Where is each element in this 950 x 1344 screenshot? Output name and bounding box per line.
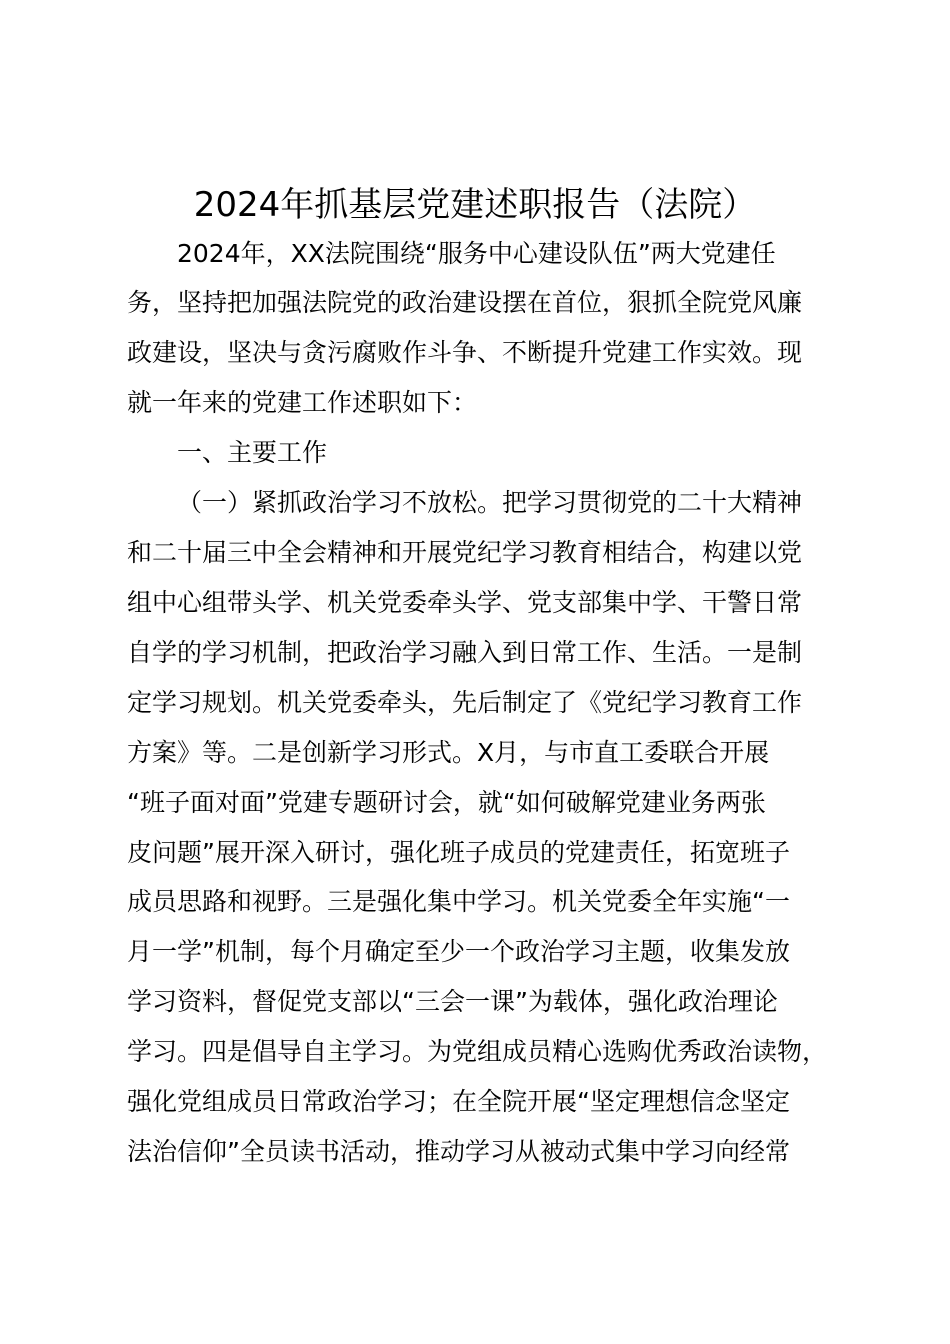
- paragraph-line: 学习资料，督促党支部以“三会一课”为载体，强化政治理论: [127, 987, 778, 1016]
- paragraph-line: 就一年来的党建工作述职如下：: [127, 388, 478, 417]
- paragraph-line: 法治信仰”全员读书活动，推动学习从被动式集中学习向经常: [127, 1137, 790, 1166]
- paragraph-line: 自学的学习机制，把政治学习融入到日常工作、生活。一是制: [127, 638, 803, 667]
- paragraph-line: 组中心组带头学、机关党委牵头学、党支部集中学、干警日常: [127, 588, 803, 617]
- paragraph-line: 学习。四是倡导自主学习。为党组成员精心选购优秀政治读物，: [127, 1037, 828, 1066]
- paragraph-line: 强化党组成员日常政治学习；在全院开展“坚定理想信念坚定: [127, 1087, 790, 1116]
- paragraph-line: 和二十届三中全会精神和开展党纪学习教育相结合，构建以党: [127, 538, 803, 567]
- paragraph-line: 定学习规划。机关党委牵头，先后制定了《党纪学习教育工作: [127, 688, 803, 717]
- document-title: 2024年抓基层党建述职报告（法院）: [193, 185, 757, 225]
- paragraph-line: 政建设，坚决与贪污腐败作斗争、不断提升党建工作实效。现: [127, 338, 803, 367]
- paragraph-line: 务，坚持把加强法院党的政治建设摆在首位，狠抓全院党风廉: [127, 288, 803, 317]
- section-heading: 一、主要工作: [177, 438, 328, 467]
- paragraph-line: 月一学”机制，每个月确定至少一个政治学习主题，收集发放: [127, 937, 790, 966]
- paragraph-line: “班子面对面”党建专题研讨会，就“如何破解党建业务两张: [127, 788, 766, 817]
- paragraph-line: 方案》等。二是创新学习形式。X月，与市直工委联合开展: [127, 738, 770, 767]
- paragraph-line: 皮问题”展开深入研讨，强化班子成员的党建责任，拓宽班子: [127, 838, 790, 867]
- paragraph-line: （一）紧抓政治学习不放松。把学习贯彻党的二十大精神: [177, 488, 803, 517]
- paragraph-line: 成员思路和视野。三是强化集中学习。机关党委全年实施“一: [127, 887, 790, 916]
- paragraph-line: 2024年，XX法院围绕“服务中心建设队伍”两大党建任: [177, 239, 776, 268]
